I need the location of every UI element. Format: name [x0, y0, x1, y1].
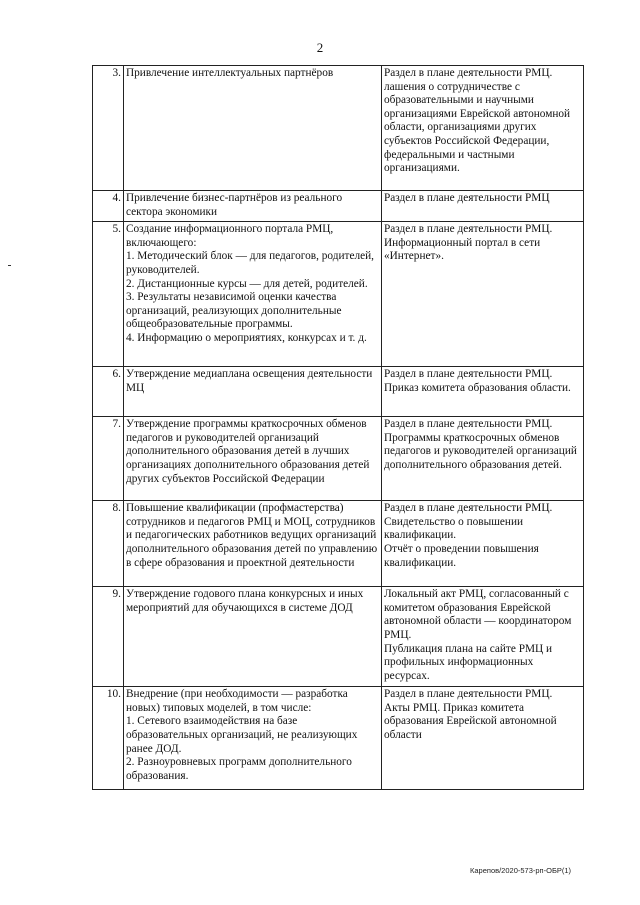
activity-text: Утверждение медиаплана освещения деятельности МЦ [126, 368, 373, 394]
activity-text: 3. Результаты независимой оценки качества организаций, реализующих дополнительные общеобразовательные программы. [126, 291, 342, 331]
row-number: 3. [93, 66, 124, 191]
activity-text: 4. Информацию о мероприятиях, конкурсах и т. д. [126, 331, 367, 344]
result-text: Раздел в плане деятельности РМЦ. Информационный портал в сети «Интернет». [384, 223, 553, 263]
result-cell [382, 367, 584, 417]
plan-table [92, 65, 584, 790]
activity-text: 1. Сетевого взаимодействия на базе образовательных организаций, не реализующих ранее ДОД. [126, 715, 358, 755]
result-cell [382, 222, 584, 367]
activity-text: 2. Дистанционные курсы — для детей, родителей. [126, 277, 368, 290]
activity-text: Привлечение бизнес-партнёров из реального сектора экономики [126, 192, 343, 218]
activity-text: Повышение квалификации (профмастерства) сотрудников и педагогов РМЦ и МОЦ, сотрудников и педагогических работников ведущих организаций дополнительного образования детей по управлению в сфере образования и проектной деятельности [126, 502, 378, 569]
result-text: Раздел в плане деятельности РМЦ. Программы краткосрочных обменов педагогов и руководителей организаций дополнительного образования детей. [384, 418, 577, 471]
result-cell [382, 417, 584, 501]
table-row [93, 191, 584, 222]
activity-cell [124, 687, 382, 790]
result-text: Раздел в плане деятельности РМЦ. Свидетельство о повышении квалификации. [384, 502, 553, 542]
table-row [93, 417, 584, 501]
result-text: Публикация плана на сайте РМЦ и профильных информационных ресурсах. [384, 642, 553, 682]
page-number: 2 [316, 40, 324, 55]
result-text: Раздел в плане деятельности РМЦ. Приказ комитета образования области. [384, 368, 571, 394]
result-cell [382, 587, 584, 687]
table-row [93, 367, 584, 417]
activity-cell [124, 417, 382, 501]
result-text: Раздел в плане деятельности РМЦ [384, 192, 550, 204]
row-number: 6. [93, 367, 124, 417]
result-text: Раздел в плане деятельности РМЦ. лашения о сотрудничестве с образовательными и научными организациями Еврейской автономной области, организациями других субъектов Российской Федерации, федеральными и частными организациями. [384, 67, 571, 175]
plan-table-body [93, 66, 584, 790]
result-cell [382, 687, 584, 790]
table-row [93, 501, 584, 587]
row-number: 8. [93, 501, 124, 587]
result-cell [382, 66, 584, 191]
activity-cell [124, 66, 382, 191]
row-number: 9. [93, 587, 124, 687]
activity-cell [124, 191, 382, 222]
activity-cell [124, 587, 382, 687]
activity-text: Утверждение программы краткосрочных обменов педагогов и руководителей организаций дополнительного образования детей в лучших организациях дополнительного образования детей других субъектов Российской Федерации [126, 418, 370, 485]
activity-text: Создание информационного портала РМЦ, включающего: [126, 223, 334, 249]
table-row [93, 687, 584, 790]
table-row [93, 66, 584, 191]
row-number: 4. [93, 191, 124, 222]
activity-text: Внедрение (при необходимости — разработка новых) типовых моделей, в том числе: [126, 688, 348, 714]
result-text: Раздел в плане деятельности РМЦ. Акты РМЦ. Приказ комитета образования Еврейской автономной области [384, 688, 557, 741]
activity-cell [124, 222, 382, 367]
row-number: 10. [93, 687, 124, 790]
activity-cell [124, 501, 382, 587]
activity-text: 2. Разноуровневых программ дополнительного образования. [126, 756, 352, 782]
table-row [93, 587, 584, 687]
activity-cell [124, 367, 382, 417]
row-number: 5. [93, 222, 124, 367]
result-cell [382, 191, 584, 222]
scan-mark [8, 265, 11, 266]
activity-text: Утверждение годового плана конкурсных и иных мероприятий для обучающихся в системе ДОД [126, 588, 364, 614]
activity-text: Привлечение интеллектуальных партнёров [126, 67, 334, 79]
table-row [93, 222, 584, 367]
result-text: Локальный акт РМЦ, согласованный с комитетом образования Еврейской автономной области — координатором РМЦ. [384, 588, 572, 641]
activity-text: 1. Методический блок — для педагогов, родителей, руководителей. [126, 250, 374, 276]
result-text: Отчёт о проведении повышения квалификации. [384, 542, 539, 569]
row-number: 7. [93, 417, 124, 501]
result-cell [382, 501, 584, 587]
footer-document-code: Карепов/2020-573-рп-ОБР(1) [470, 866, 572, 875]
